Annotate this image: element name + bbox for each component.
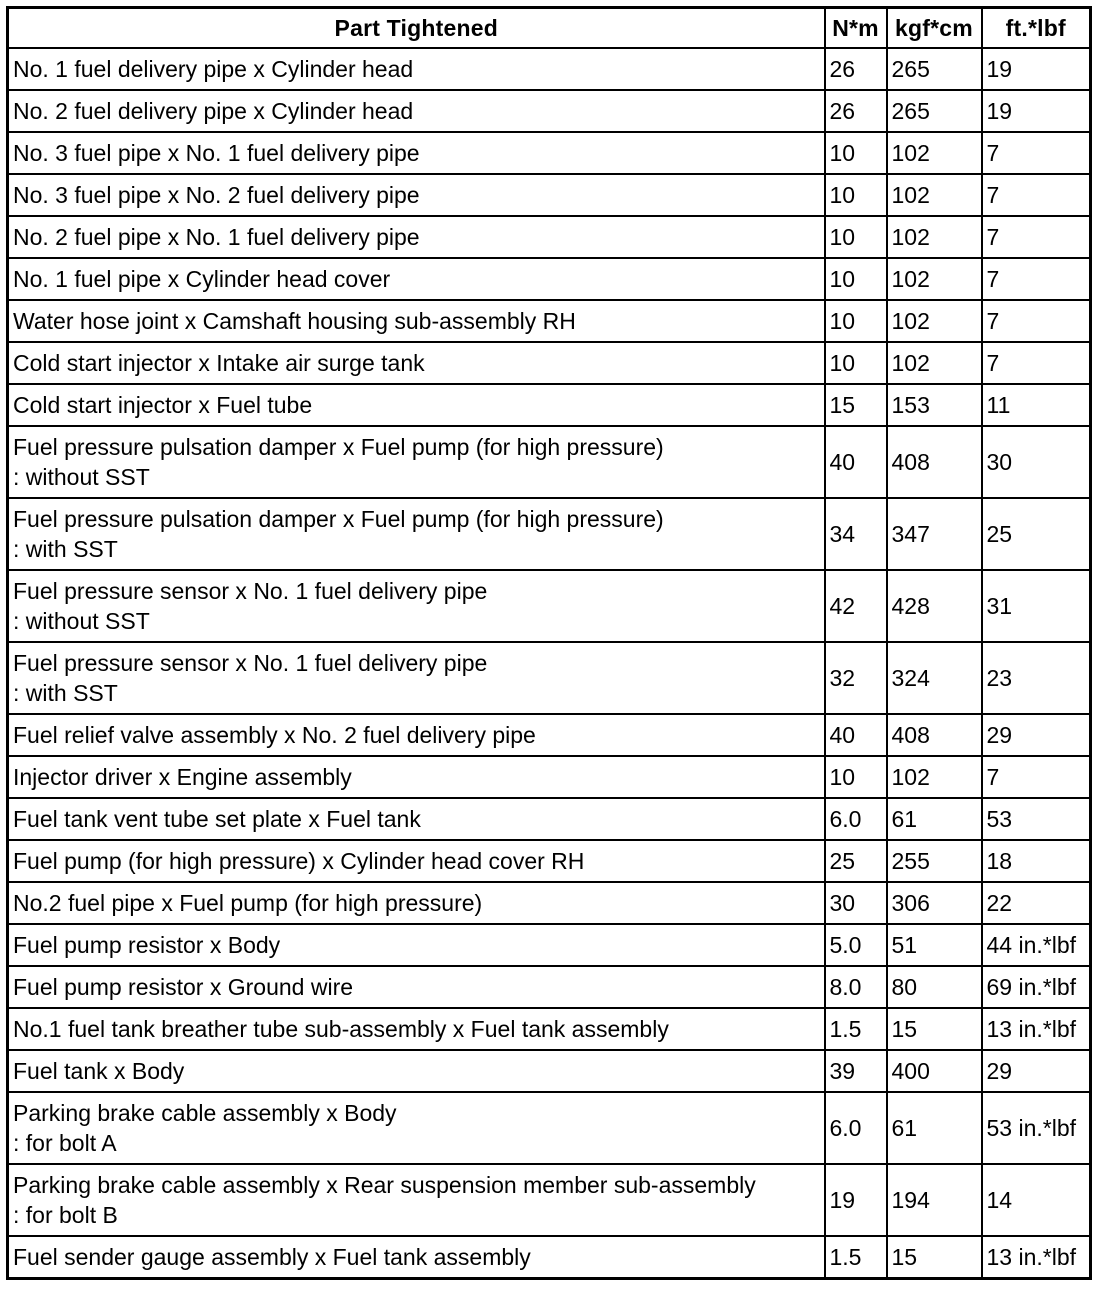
- part-description: Fuel pump (for high pressure) x Cylinder head cover RH: [13, 848, 585, 874]
- cell-part-tightened: [8, 216, 825, 258]
- cell-newton-meter: 26: [825, 90, 887, 132]
- cell-ft-lbf: 13 in.*lbf: [982, 1236, 1091, 1279]
- part-description: Fuel pressure pulsation damper x Fuel pump (for high pressure): [13, 506, 664, 532]
- part-description: No. 2 fuel pipe x No. 1 fuel delivery pipe: [13, 224, 420, 250]
- part-condition-note: : with SST: [13, 680, 118, 706]
- cell-newton-meter: 42: [825, 570, 887, 642]
- part-description: No. 1 fuel pipe x Cylinder head cover: [13, 266, 391, 292]
- part-description: Cold start injector x Intake air surge tank: [13, 350, 425, 376]
- cell-part-tightened: [8, 966, 825, 1008]
- table-row: [8, 426, 1091, 498]
- cell-kgf-cm: 408: [887, 426, 982, 498]
- table-row: [8, 258, 1091, 300]
- table-body: [8, 48, 1091, 1279]
- cell-ft-lbf: 44 in.*lbf: [982, 924, 1091, 966]
- part-description: No.2 fuel pipe x Fuel pump (for high pressure): [13, 890, 483, 916]
- cell-kgf-cm: 194: [887, 1164, 982, 1236]
- cell-kgf-cm: 153: [887, 384, 982, 426]
- cell-newton-meter: 1.5: [825, 1236, 887, 1279]
- cell-ft-lbf: 7: [982, 756, 1091, 798]
- part-condition-note: : for bolt B: [13, 1202, 118, 1228]
- table-row: [8, 48, 1091, 90]
- cell-newton-meter: 10: [825, 342, 887, 384]
- cell-part-tightened: [8, 426, 825, 498]
- cell-kgf-cm: 265: [887, 48, 982, 90]
- part-description: Injector driver x Engine assembly: [13, 764, 352, 790]
- table-row: [8, 756, 1091, 798]
- part-description: Fuel pump resistor x Body: [13, 932, 281, 958]
- table-row: [8, 840, 1091, 882]
- table-row: [8, 714, 1091, 756]
- cell-newton-meter: 30: [825, 882, 887, 924]
- cell-kgf-cm: 102: [887, 300, 982, 342]
- table-row: [8, 966, 1091, 1008]
- cell-ft-lbf: 7: [982, 132, 1091, 174]
- table-row: [8, 1050, 1091, 1092]
- table-header-row: [8, 8, 1091, 49]
- cell-part-tightened: [8, 1008, 825, 1050]
- cell-part-tightened: [8, 840, 825, 882]
- table-row: [8, 1164, 1091, 1236]
- cell-ft-lbf: 25: [982, 498, 1091, 570]
- table-row: [8, 1092, 1091, 1164]
- part-description: Water hose joint x Camshaft housing sub-assembly RH: [13, 308, 576, 334]
- table-row: [8, 90, 1091, 132]
- cell-ft-lbf: 30: [982, 426, 1091, 498]
- part-description: Fuel tank vent tube set plate x Fuel tank: [13, 806, 421, 832]
- part-description: Fuel pressure pulsation damper x Fuel pump (for high pressure): [13, 434, 664, 460]
- torque-specification-table: [6, 6, 1092, 1280]
- cell-newton-meter: 6.0: [825, 1092, 887, 1164]
- cell-part-tightened: [8, 258, 825, 300]
- cell-ft-lbf: 7: [982, 174, 1091, 216]
- table-row: [8, 798, 1091, 840]
- table-row: [8, 642, 1091, 714]
- table-row: [8, 384, 1091, 426]
- header-ft-lbf: ft.*lbf: [982, 8, 1091, 49]
- cell-ft-lbf: 13 in.*lbf: [982, 1008, 1091, 1050]
- cell-ft-lbf: 53 in.*lbf: [982, 1092, 1091, 1164]
- part-description: Fuel relief valve assembly x No. 2 fuel delivery pipe: [13, 722, 536, 748]
- cell-ft-lbf: 7: [982, 342, 1091, 384]
- cell-kgf-cm: 102: [887, 216, 982, 258]
- cell-newton-meter: 10: [825, 300, 887, 342]
- cell-newton-meter: 10: [825, 174, 887, 216]
- header-newton-meter: N*m: [825, 8, 887, 49]
- table-row: [8, 924, 1091, 966]
- cell-kgf-cm: 408: [887, 714, 982, 756]
- cell-newton-meter: 40: [825, 714, 887, 756]
- table-row: [8, 1236, 1091, 1279]
- cell-ft-lbf: 19: [982, 90, 1091, 132]
- part-description: No. 3 fuel pipe x No. 2 fuel delivery pipe: [13, 182, 420, 208]
- part-description: No. 1 fuel delivery pipe x Cylinder head: [13, 56, 414, 82]
- cell-kgf-cm: 61: [887, 798, 982, 840]
- cell-kgf-cm: 15: [887, 1008, 982, 1050]
- cell-newton-meter: 34: [825, 498, 887, 570]
- cell-kgf-cm: 102: [887, 342, 982, 384]
- cell-ft-lbf: 7: [982, 258, 1091, 300]
- header-part-tightened: Part Tightened: [8, 8, 825, 49]
- cell-ft-lbf: 7: [982, 216, 1091, 258]
- table-row: [8, 216, 1091, 258]
- cell-kgf-cm: 102: [887, 174, 982, 216]
- table-row: [8, 174, 1091, 216]
- cell-kgf-cm: 265: [887, 90, 982, 132]
- cell-part-tightened: [8, 570, 825, 642]
- part-description: Parking brake cable assembly x Rear suspension member sub-assembly: [13, 1172, 756, 1198]
- cell-newton-meter: 32: [825, 642, 887, 714]
- cell-ft-lbf: 31: [982, 570, 1091, 642]
- part-description: Fuel pressure sensor x No. 1 fuel delivery pipe: [13, 578, 488, 604]
- cell-kgf-cm: 61: [887, 1092, 982, 1164]
- cell-newton-meter: 6.0: [825, 798, 887, 840]
- cell-ft-lbf: 11: [982, 384, 1091, 426]
- cell-newton-meter: 10: [825, 756, 887, 798]
- cell-kgf-cm: 102: [887, 132, 982, 174]
- cell-part-tightened: [8, 756, 825, 798]
- part-condition-note: : for bolt A: [13, 1130, 117, 1156]
- cell-part-tightened: [8, 882, 825, 924]
- cell-kgf-cm: 102: [887, 756, 982, 798]
- cell-ft-lbf: 7: [982, 300, 1091, 342]
- cell-newton-meter: 19: [825, 1164, 887, 1236]
- cell-part-tightened: [8, 48, 825, 90]
- cell-kgf-cm: 102: [887, 258, 982, 300]
- cell-ft-lbf: 53: [982, 798, 1091, 840]
- cell-kgf-cm: 80: [887, 966, 982, 1008]
- part-description: No.1 fuel tank breather tube sub-assembly x Fuel tank assembly: [13, 1016, 669, 1042]
- cell-kgf-cm: 400: [887, 1050, 982, 1092]
- cell-newton-meter: 10: [825, 216, 887, 258]
- cell-newton-meter: 10: [825, 258, 887, 300]
- cell-ft-lbf: 22: [982, 882, 1091, 924]
- cell-kgf-cm: 428: [887, 570, 982, 642]
- part-condition-note: : without SST: [13, 464, 150, 490]
- cell-part-tightened: [8, 90, 825, 132]
- cell-newton-meter: 26: [825, 48, 887, 90]
- cell-ft-lbf: 69 in.*lbf: [982, 966, 1091, 1008]
- part-description: Fuel sender gauge assembly x Fuel tank assembly: [13, 1244, 531, 1270]
- cell-ft-lbf: 14: [982, 1164, 1091, 1236]
- table-row: [8, 132, 1091, 174]
- cell-newton-meter: 8.0: [825, 966, 887, 1008]
- cell-ft-lbf: 19: [982, 48, 1091, 90]
- part-description: Fuel pressure sensor x No. 1 fuel delivery pipe: [13, 650, 488, 676]
- table-row: [8, 342, 1091, 384]
- cell-part-tightened: [8, 1050, 825, 1092]
- cell-part-tightened: [8, 1092, 825, 1164]
- part-description: No. 2 fuel delivery pipe x Cylinder head: [13, 98, 414, 124]
- cell-part-tightened: [8, 1164, 825, 1236]
- table-row: [8, 1008, 1091, 1050]
- cell-newton-meter: 25: [825, 840, 887, 882]
- part-condition-note: : with SST: [13, 536, 118, 562]
- cell-kgf-cm: 255: [887, 840, 982, 882]
- part-description: Fuel pump resistor x Ground wire: [13, 974, 354, 1000]
- cell-newton-meter: 40: [825, 426, 887, 498]
- cell-part-tightened: [8, 174, 825, 216]
- part-description: Fuel tank x Body: [13, 1058, 185, 1084]
- cell-part-tightened: [8, 1236, 825, 1279]
- cell-newton-meter: 15: [825, 384, 887, 426]
- cell-kgf-cm: 324: [887, 642, 982, 714]
- cell-part-tightened: [8, 342, 825, 384]
- part-description: Cold start injector x Fuel tube: [13, 392, 313, 418]
- cell-newton-meter: 10: [825, 132, 887, 174]
- part-description: Parking brake cable assembly x Body: [13, 1100, 397, 1126]
- cell-ft-lbf: 29: [982, 1050, 1091, 1092]
- cell-part-tightened: [8, 924, 825, 966]
- cell-part-tightened: [8, 798, 825, 840]
- table-row: [8, 498, 1091, 570]
- cell-part-tightened: [8, 714, 825, 756]
- cell-kgf-cm: 15: [887, 1236, 982, 1279]
- cell-part-tightened: [8, 384, 825, 426]
- table-row: [8, 570, 1091, 642]
- cell-ft-lbf: 18: [982, 840, 1091, 882]
- cell-part-tightened: [8, 300, 825, 342]
- cell-ft-lbf: 29: [982, 714, 1091, 756]
- table-row: [8, 300, 1091, 342]
- cell-newton-meter: 5.0: [825, 924, 887, 966]
- table-row: [8, 882, 1091, 924]
- cell-kgf-cm: 51: [887, 924, 982, 966]
- part-condition-note: : without SST: [13, 608, 150, 634]
- header-kgf-cm: kgf*cm: [887, 8, 982, 49]
- cell-part-tightened: [8, 132, 825, 174]
- cell-ft-lbf: 23: [982, 642, 1091, 714]
- cell-kgf-cm: 347: [887, 498, 982, 570]
- cell-part-tightened: [8, 642, 825, 714]
- cell-kgf-cm: 306: [887, 882, 982, 924]
- part-description: No. 3 fuel pipe x No. 1 fuel delivery pipe: [13, 140, 420, 166]
- cell-newton-meter: 39: [825, 1050, 887, 1092]
- cell-newton-meter: 1.5: [825, 1008, 887, 1050]
- cell-part-tightened: [8, 498, 825, 570]
